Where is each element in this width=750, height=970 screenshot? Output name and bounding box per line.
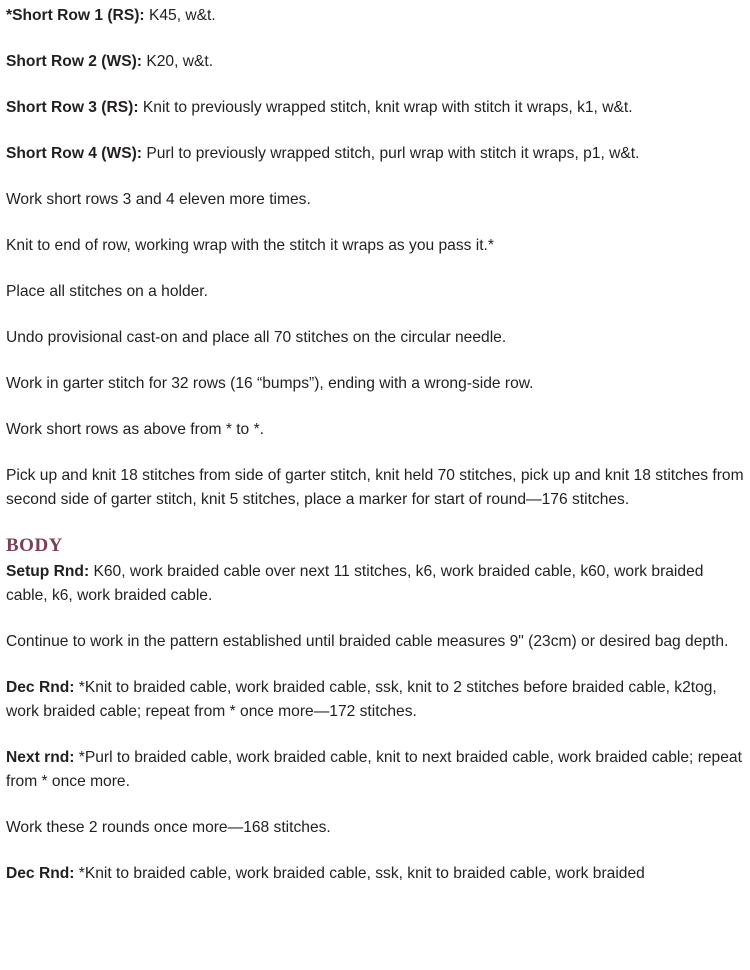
setup-rnd-label: Setup Rnd: [6, 563, 90, 580]
next-rnd-text: *Purl to braided cable, work braided cable, knit to next braided cable, work braided cable; repeat from * once more. [6, 749, 742, 790]
short-row-4-label: Short Row 4 (WS): [6, 145, 142, 162]
setup-rnd-paragraph [6, 560, 744, 608]
setup-rnd-text: K60, work braided cable over next 11 stitches, k6, work braided cable, k60, work braided cable, k6, work braided cable. [6, 563, 704, 604]
short-row-2-paragraph [6, 50, 744, 74]
place-on-holder-paragraph [6, 280, 744, 304]
section-heading-body: BODY [6, 535, 63, 556]
dec-rnd-1-label: Dec Rnd: [6, 679, 75, 696]
next-rnd-label: Next rnd: [6, 749, 75, 766]
knit-to-end-text: Knit to end of row, working wrap with the stitch it wraps as you pass it.* [6, 237, 494, 254]
short-row-4-paragraph [6, 142, 744, 166]
repeat-short-rows-paragraph [6, 188, 744, 212]
dec-rnd-1-paragraph [6, 676, 744, 724]
next-rnd-paragraph [6, 746, 744, 794]
work-two-rounds-paragraph [6, 816, 744, 840]
work-short-rows-paragraph [6, 418, 744, 442]
continue-pattern-text: Continue to work in the pattern established until braided cable measures 9" (23cm) or desired bag depth. [6, 633, 729, 650]
undo-cast-on-paragraph [6, 326, 744, 350]
work-two-rounds-text: Work these 2 rounds once more—168 stitches. [6, 819, 331, 836]
short-row-3-paragraph [6, 96, 744, 120]
short-row-2-label: Short Row 2 (WS): [6, 53, 142, 70]
short-row-3-label: Short Row 3 (RS): [6, 99, 139, 116]
pick-up-knit-text: Pick up and knit 18 stitches from side of garter stitch, knit held 70 stitches, pick up and knit 18 stitches from second side of garter stitch, knit 5 stitches, place a marker for start of round—176 stitches. [6, 467, 744, 508]
knit-to-end-paragraph [6, 234, 744, 258]
short-row-1-text: K45, w&t. [144, 7, 216, 24]
short-row-2-text: K20, w&t. [142, 53, 214, 70]
garter-stitch-paragraph [6, 372, 744, 396]
continue-pattern-paragraph [6, 630, 744, 654]
short-row-1-paragraph [6, 4, 744, 28]
short-row-1-label: *Short Row 1 (RS): [6, 7, 145, 24]
dec-rnd-2-label: Dec Rnd: [6, 865, 75, 882]
place-on-holder-text: Place all stitches on a holder. [6, 283, 208, 300]
dec-rnd-1-text: *Knit to braided cable, work braided cable, ssk, knit to 2 stitches before braided cable, k2tog, work braided cable; repeat from * once more—172 stitches. [6, 679, 717, 720]
dec-rnd-2-text: *Knit to braided cable, work braided cable, ssk, knit to braided cable, work braided [74, 865, 645, 882]
repeat-short-rows-text: Work short rows 3 and 4 eleven more times. [6, 191, 311, 208]
dec-rnd-2-paragraph [6, 862, 744, 886]
undo-cast-on-text: Undo provisional cast-on and place all 70 stitches on the circular needle. [6, 329, 507, 346]
work-short-rows-text: Work short rows as above from * to *. [6, 421, 264, 438]
short-row-4-text: Purl to previously wrapped stitch, purl wrap with stitch it wraps, p1, w&t. [142, 145, 640, 162]
pick-up-knit-paragraph [6, 464, 744, 512]
garter-stitch-text: Work in garter stitch for 32 rows (16 “bumps”), ending with a wrong-side row. [6, 375, 534, 392]
short-row-3-text: Knit to previously wrapped stitch, knit wrap with stitch it wraps, k1, w&t. [138, 99, 633, 116]
